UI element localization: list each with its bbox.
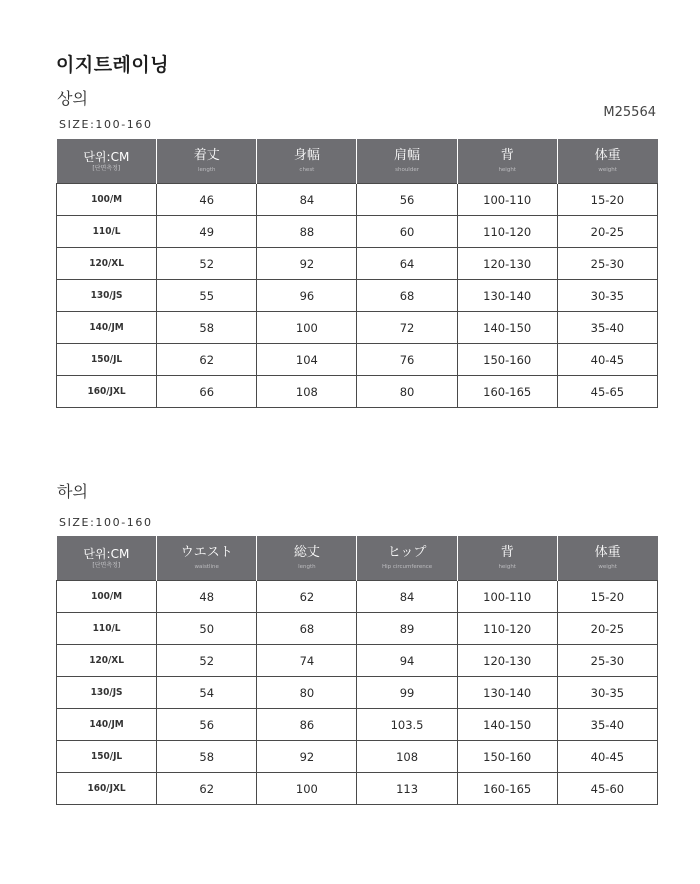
top-header-length (157, 139, 257, 184)
size-cell: 160/JXL (57, 773, 157, 805)
table-cell: 100 (257, 773, 357, 805)
table-cell: 108 (357, 741, 457, 773)
top-header-sub: height (498, 167, 516, 173)
table-row (57, 376, 658, 408)
table-cell: 130-140 (457, 677, 557, 709)
size-cell: 130/JS (57, 677, 157, 709)
table-cell: 52 (157, 248, 257, 280)
table-cell: 58 (157, 741, 257, 773)
top-size-table (56, 139, 658, 408)
table-row (57, 280, 658, 312)
table-cell: 62 (257, 581, 357, 613)
table-row (57, 216, 658, 248)
table-cell: 150-160 (457, 741, 557, 773)
top-size-range: SIZE:100-160 (59, 118, 153, 131)
table-cell: 55 (157, 280, 257, 312)
top-table-header-row (57, 139, 658, 184)
table-row (57, 184, 658, 216)
top-section-label: 상의 (57, 89, 88, 108)
size-cell: 120/XL (57, 645, 157, 677)
table-cell: 113 (357, 773, 457, 805)
bottom-header-sub: waistline (194, 564, 219, 570)
table-cell: 108 (257, 376, 357, 408)
table-cell: 130-140 (457, 280, 557, 312)
top-header-sub: weight (598, 167, 617, 173)
table-cell: 54 (157, 677, 257, 709)
table-cell: 20-25 (557, 613, 657, 645)
product-code: M25564 (603, 105, 656, 120)
table-cell: 45-65 (557, 376, 657, 408)
bottom-section-label: 하의 (57, 482, 88, 501)
table-cell: 94 (357, 645, 457, 677)
size-cell: 100/M (57, 581, 157, 613)
size-cell: 150/JL (57, 344, 157, 376)
bottom-size-table (56, 536, 658, 805)
bottom-header-length (257, 536, 357, 581)
top-header-sub: shoulder (395, 167, 419, 173)
table-row (57, 248, 658, 280)
table-cell: 60 (357, 216, 457, 248)
table-cell: 25-30 (557, 248, 657, 280)
table-cell: 45-60 (557, 773, 657, 805)
size-cell: 130/JS (57, 280, 157, 312)
table-cell: 40-45 (557, 344, 657, 376)
table-row (57, 312, 658, 344)
top-unit-sub: [단면측정] (92, 164, 121, 172)
bottom-header-label: ウエスト (180, 545, 233, 560)
table-cell: 160-165 (457, 773, 557, 805)
table-cell: 25-30 (557, 645, 657, 677)
table-cell: 62 (157, 344, 257, 376)
table-row (57, 773, 658, 805)
table-cell: 15-20 (557, 581, 657, 613)
table-cell: 80 (257, 677, 357, 709)
bottom-header-sub: length (298, 564, 316, 570)
table-cell: 120-130 (457, 645, 557, 677)
size-cell: 110/L (57, 216, 157, 248)
table-cell: 120-130 (457, 248, 557, 280)
bottom-header-weight (557, 536, 657, 581)
table-cell: 104 (257, 344, 357, 376)
table-cell: 84 (357, 581, 457, 613)
table-cell: 30-35 (557, 677, 657, 709)
bottom-header-hip (357, 536, 457, 581)
table-cell: 62 (157, 773, 257, 805)
table-cell: 92 (257, 248, 357, 280)
table-cell: 84 (257, 184, 357, 216)
table-cell: 140-150 (457, 312, 557, 344)
table-cell: 50 (157, 613, 257, 645)
table-cell: 56 (357, 184, 457, 216)
size-cell: 140/JM (57, 709, 157, 741)
size-cell: 160/JXL (57, 376, 157, 408)
table-cell: 20-25 (557, 216, 657, 248)
table-cell: 100 (257, 312, 357, 344)
table-cell: 103.5 (357, 709, 457, 741)
table-row (57, 677, 658, 709)
table-cell: 48 (157, 581, 257, 613)
table-cell: 110-120 (457, 216, 557, 248)
bottom-header-sub: height (498, 564, 516, 570)
bottom-header-sub: Hip circumference (381, 564, 433, 570)
table-cell: 92 (257, 741, 357, 773)
top-header-sub: chest (299, 167, 315, 173)
table-cell: 99 (357, 677, 457, 709)
table-cell: 88 (257, 216, 357, 248)
bottom-header-label: 体重 (594, 545, 621, 560)
bottom-header-sub: weight (598, 564, 617, 570)
table-row (57, 581, 658, 613)
top-header-unit (57, 139, 157, 184)
table-cell: 49 (157, 216, 257, 248)
table-cell: 140-150 (457, 709, 557, 741)
table-row (57, 741, 658, 773)
top-header-shoulder (357, 139, 457, 184)
table-cell: 64 (357, 248, 457, 280)
size-cell: 140/JM (57, 312, 157, 344)
size-cell: 100/M (57, 184, 157, 216)
table-cell: 58 (157, 312, 257, 344)
table-cell: 52 (157, 645, 257, 677)
top-header-label: 背 (500, 148, 514, 163)
top-header-height (457, 139, 557, 184)
table-cell: 68 (257, 613, 357, 645)
table-cell: 150-160 (457, 344, 557, 376)
table-cell: 40-45 (557, 741, 657, 773)
table-cell: 80 (357, 376, 457, 408)
table-cell: 89 (357, 613, 457, 645)
bottom-header-label: 総丈 (293, 545, 320, 560)
table-row (57, 344, 658, 376)
page-title: 이지트레이닝 (56, 54, 170, 76)
bottom-header-height (457, 536, 557, 581)
table-cell: 66 (157, 376, 257, 408)
table-cell: 35-40 (557, 312, 657, 344)
top-header-sub: length (197, 167, 216, 173)
top-header-label: 肩幅 (394, 148, 421, 163)
bottom-header-label: ヒップ (387, 545, 427, 560)
size-cell: 120/XL (57, 248, 157, 280)
table-cell: 100-110 (457, 184, 557, 216)
table-cell: 96 (257, 280, 357, 312)
table-row (57, 709, 658, 741)
table-cell: 35-40 (557, 709, 657, 741)
table-cell: 100-110 (457, 581, 557, 613)
table-cell: 30-35 (557, 280, 657, 312)
bottom-header-unit (57, 536, 157, 581)
table-cell: 68 (357, 280, 457, 312)
bottom-header-waist (157, 536, 257, 581)
table-cell: 72 (357, 312, 457, 344)
table-cell: 74 (257, 645, 357, 677)
table-row (57, 645, 658, 677)
top-unit-label: 단위:CM (83, 149, 130, 164)
table-cell: 110-120 (457, 613, 557, 645)
bottom-header-label: 背 (500, 545, 514, 560)
top-header-label: 体重 (594, 148, 621, 163)
top-header-chest (257, 139, 357, 184)
table-row (57, 613, 658, 645)
bottom-table-header-row (57, 536, 658, 581)
top-header-label: 身幅 (293, 148, 320, 163)
table-cell: 86 (257, 709, 357, 741)
top-header-weight (557, 139, 657, 184)
size-cell: 110/L (57, 613, 157, 645)
table-cell: 15-20 (557, 184, 657, 216)
size-cell: 150/JL (57, 741, 157, 773)
table-cell: 46 (157, 184, 257, 216)
table-cell: 56 (157, 709, 257, 741)
bottom-unit-label: 단위:CM (83, 546, 130, 561)
top-header-label: 着丈 (193, 148, 220, 163)
table-cell: 76 (357, 344, 457, 376)
bottom-unit-sub: [단면측정] (92, 561, 121, 569)
bottom-size-range: SIZE:100-160 (59, 516, 153, 529)
table-cell: 160-165 (457, 376, 557, 408)
